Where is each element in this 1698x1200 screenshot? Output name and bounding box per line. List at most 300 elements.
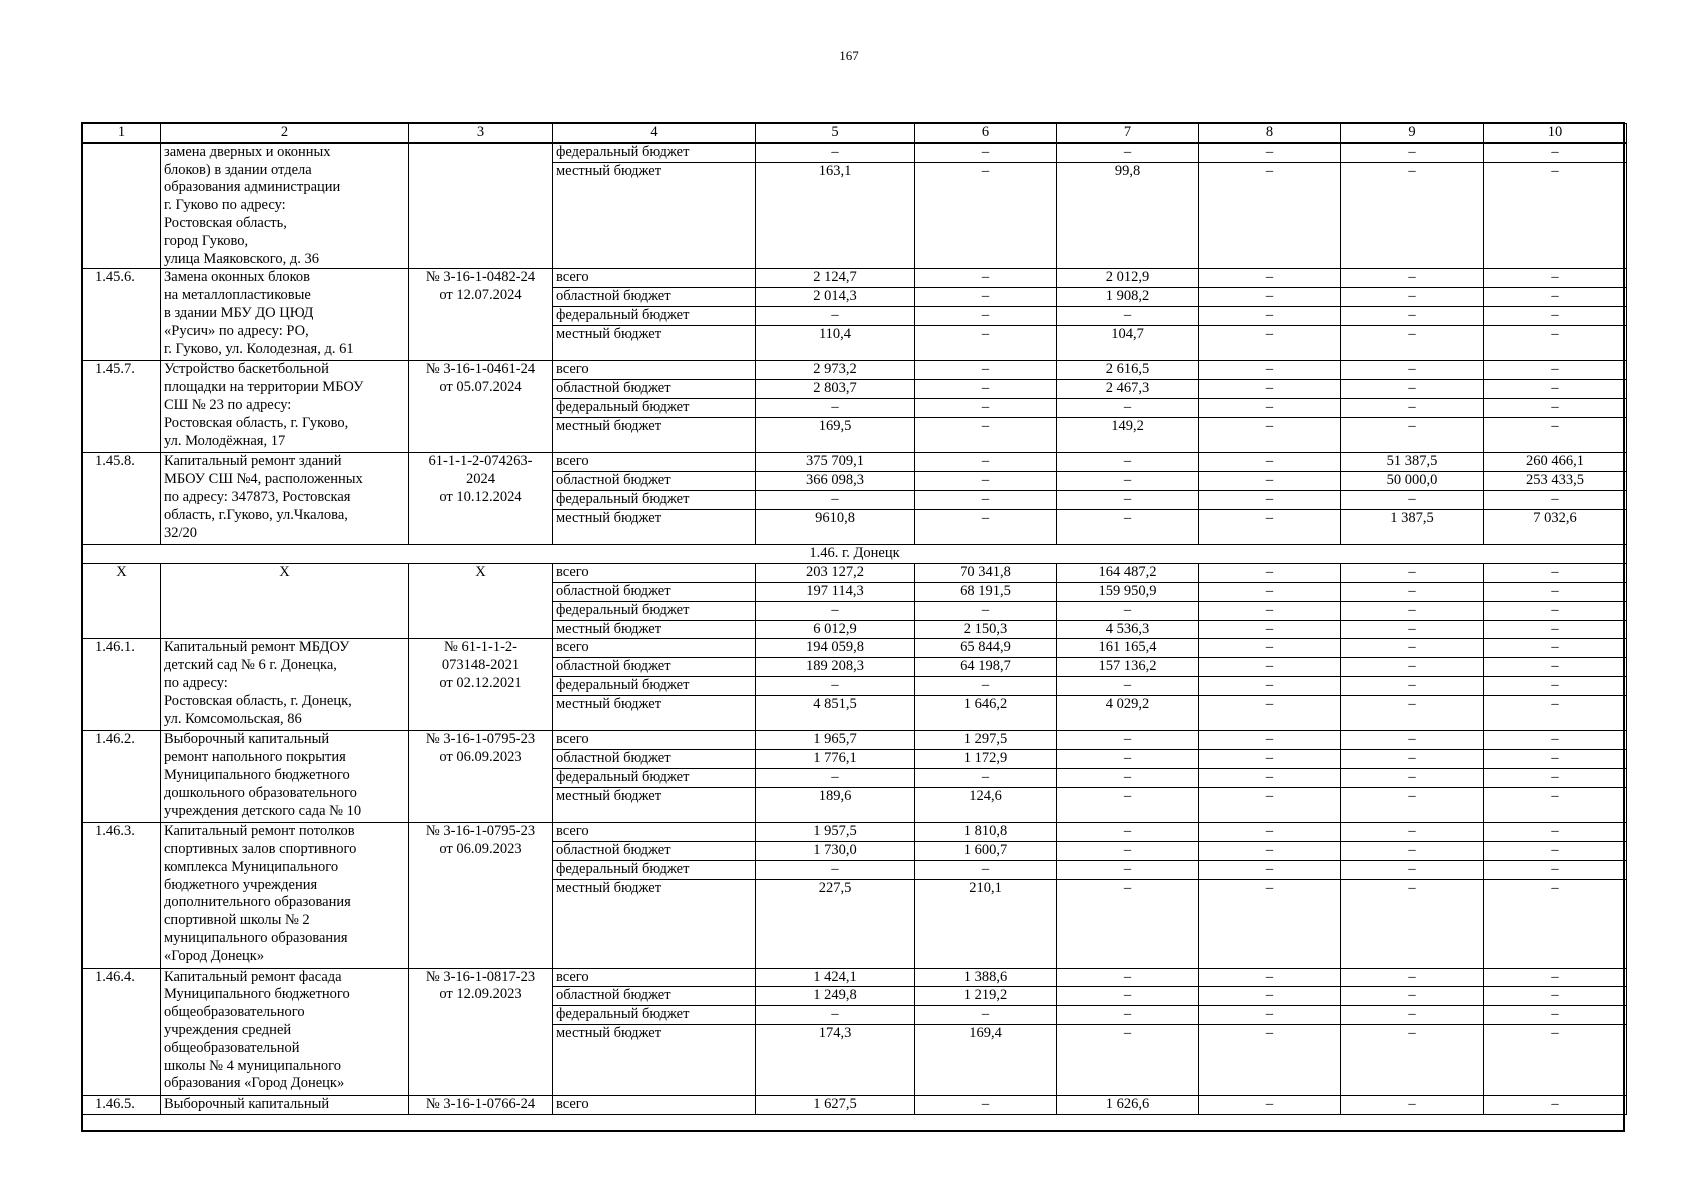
entry-number: 1.46.2. bbox=[83, 731, 161, 823]
amount-cell: – bbox=[915, 325, 1057, 361]
entry-name: Капитальный ремонт потолков спортивных залов спортивного комплекса Муниципального бюджетного учреждения дополнительного образования спортивной школы № 2 муниципального образования «Город Донецк» bbox=[161, 823, 409, 968]
amount-cell: 1 600,7 bbox=[915, 842, 1057, 861]
entry-document: № 3-16-1-0795-23 от 06.09.2023 bbox=[409, 823, 553, 968]
amount-cell: – bbox=[1484, 306, 1627, 325]
amount-cell: – bbox=[1484, 490, 1627, 509]
amount-cell: – bbox=[1199, 676, 1341, 695]
amount-cell: – bbox=[1341, 306, 1484, 325]
amount-cell: – bbox=[1057, 490, 1199, 509]
amount-cell: – bbox=[1199, 1096, 1341, 1115]
amount-cell: – bbox=[1199, 879, 1341, 968]
budget-type: местный бюджет bbox=[553, 879, 756, 968]
budget-type: местный бюджет bbox=[553, 620, 756, 639]
amount-cell: 1 646,2 bbox=[915, 695, 1057, 731]
amount-cell: – bbox=[1199, 453, 1341, 472]
entry-document: № 3-16-1-0482-24 от 12.07.2024 bbox=[409, 269, 553, 361]
amount-cell: – bbox=[1484, 750, 1627, 769]
entry-number bbox=[83, 143, 161, 269]
amount-cell: – bbox=[1484, 361, 1627, 380]
amount-cell: – bbox=[1484, 842, 1627, 861]
entry-name: Устройство баскетбольной площадки на территории МБОУ СШ № 23 по адресу: Ростовская область, г. Гуково, ул. Молодёжная, 17 bbox=[161, 361, 409, 453]
budget-type: всего bbox=[553, 968, 756, 987]
amount-cell: – bbox=[1199, 162, 1341, 269]
column-number-header-row bbox=[83, 124, 1627, 143]
entry-number: 1.46.4. bbox=[83, 968, 161, 1096]
table-row bbox=[83, 143, 1627, 162]
amount-cell: – bbox=[1057, 860, 1199, 879]
amount-cell: 70 341,8 bbox=[915, 564, 1057, 583]
amount-cell: – bbox=[1484, 1006, 1627, 1025]
amount-cell: – bbox=[1341, 750, 1484, 769]
amount-cell: 227,5 bbox=[756, 879, 915, 968]
amount-cell: – bbox=[756, 398, 915, 417]
amount-cell: 159 950,9 bbox=[1057, 582, 1199, 601]
amount-cell: – bbox=[1341, 731, 1484, 750]
amount-cell: – bbox=[915, 768, 1057, 787]
amount-cell: – bbox=[1484, 658, 1627, 677]
amount-cell: 6 012,9 bbox=[756, 620, 915, 639]
entry-document: № 61-1-1-2- 073148-2021 от 02.12.2021 bbox=[409, 639, 553, 731]
amount-cell: – bbox=[915, 1096, 1057, 1115]
amount-cell: – bbox=[1484, 768, 1627, 787]
budget-type: местный бюджет bbox=[553, 787, 756, 823]
amount-cell: – bbox=[1341, 288, 1484, 307]
amount-cell: – bbox=[1341, 582, 1484, 601]
amount-cell: 1 810,8 bbox=[915, 823, 1057, 842]
budget-type: федеральный бюджет bbox=[553, 1006, 756, 1025]
amount-cell: – bbox=[1199, 288, 1341, 307]
amount-cell: 124,6 bbox=[915, 787, 1057, 823]
amount-cell: – bbox=[915, 306, 1057, 325]
budget-type: федеральный бюджет bbox=[553, 768, 756, 787]
amount-cell: – bbox=[1199, 750, 1341, 769]
amount-cell: – bbox=[1341, 325, 1484, 361]
amount-cell: – bbox=[1199, 509, 1341, 545]
column-header: 7 bbox=[1057, 124, 1199, 143]
budget-table bbox=[82, 123, 1627, 1115]
amount-cell: – bbox=[1341, 787, 1484, 823]
amount-cell: 1 388,6 bbox=[915, 968, 1057, 987]
table-row bbox=[83, 639, 1627, 658]
amount-cell: 1 297,5 bbox=[915, 731, 1057, 750]
amount-cell: – bbox=[1057, 768, 1199, 787]
budget-type: всего bbox=[553, 639, 756, 658]
entry-document: X bbox=[409, 564, 553, 639]
amount-cell: – bbox=[915, 676, 1057, 695]
table-row bbox=[83, 361, 1627, 380]
amount-cell: 253 433,5 bbox=[1484, 472, 1627, 491]
amount-cell: – bbox=[1341, 1096, 1484, 1115]
amount-cell: – bbox=[1199, 1025, 1341, 1096]
amount-cell: – bbox=[915, 143, 1057, 162]
amount-cell: – bbox=[1341, 564, 1484, 583]
amount-cell: – bbox=[1199, 620, 1341, 639]
budget-type: федеральный бюджет bbox=[553, 306, 756, 325]
table-row bbox=[83, 453, 1627, 472]
amount-cell: – bbox=[1484, 398, 1627, 417]
amount-cell: – bbox=[1484, 143, 1627, 162]
amount-cell: – bbox=[1057, 472, 1199, 491]
amount-cell: – bbox=[1057, 601, 1199, 620]
budget-type: федеральный бюджет bbox=[553, 860, 756, 879]
amount-cell: – bbox=[756, 490, 915, 509]
amount-cell: – bbox=[1341, 768, 1484, 787]
amount-cell: – bbox=[1057, 453, 1199, 472]
amount-cell: 366 098,3 bbox=[756, 472, 915, 491]
budget-type: областной бюджет bbox=[553, 842, 756, 861]
budget-type: областной бюджет bbox=[553, 472, 756, 491]
amount-cell: 189 208,3 bbox=[756, 658, 915, 677]
budget-type: федеральный бюджет bbox=[553, 676, 756, 695]
amount-cell: 1 626,6 bbox=[1057, 1096, 1199, 1115]
amount-cell: – bbox=[1057, 676, 1199, 695]
budget-type: местный бюджет bbox=[553, 695, 756, 731]
amount-cell: – bbox=[756, 306, 915, 325]
amount-cell: – bbox=[1341, 639, 1484, 658]
table-row bbox=[83, 564, 1627, 583]
amount-cell: – bbox=[1484, 582, 1627, 601]
entry-document: № 3-16-1-0795-23 от 06.09.2023 bbox=[409, 731, 553, 823]
amount-cell: – bbox=[1199, 564, 1341, 583]
amount-cell: – bbox=[1341, 601, 1484, 620]
amount-cell: – bbox=[1484, 325, 1627, 361]
entry-name: Капитальный ремонт МБДОУ детский сад № 6 г. Донецка, по адресу: Ростовская область, г. Донецк, ул. Комсомольская, 86 bbox=[161, 639, 409, 731]
amount-cell: – bbox=[915, 472, 1057, 491]
amount-cell: – bbox=[915, 380, 1057, 399]
column-header: 1 bbox=[83, 124, 161, 143]
amount-cell: – bbox=[1199, 731, 1341, 750]
amount-cell: – bbox=[1484, 639, 1627, 658]
entry-name: Капитальный ремонт фасада Муниципального бюджетного общеобразовательного учреждения средней общеобразовательной школы № 4 муниципального образования «Город Донецк» bbox=[161, 968, 409, 1096]
amount-cell: – bbox=[1341, 658, 1484, 677]
amount-cell: – bbox=[756, 676, 915, 695]
amount-cell: – bbox=[1057, 1025, 1199, 1096]
amount-cell: – bbox=[1057, 731, 1199, 750]
amount-cell: – bbox=[915, 490, 1057, 509]
budget-type: всего bbox=[553, 269, 756, 288]
column-header: 10 bbox=[1484, 124, 1627, 143]
budget-type: местный бюджет bbox=[553, 1025, 756, 1096]
entry-document: № 3-16-1-0461-24 от 05.07.2024 bbox=[409, 361, 553, 453]
amount-cell: 210,1 bbox=[915, 879, 1057, 968]
amount-cell: – bbox=[1341, 823, 1484, 842]
amount-cell: – bbox=[1199, 860, 1341, 879]
page-number: 167 bbox=[839, 48, 859, 63]
amount-cell: 2 012,9 bbox=[1057, 269, 1199, 288]
amount-cell: 161 165,4 bbox=[1057, 639, 1199, 658]
amount-cell: – bbox=[1199, 1006, 1341, 1025]
amount-cell: – bbox=[915, 860, 1057, 879]
budget-type: областной бюджет bbox=[553, 750, 756, 769]
entry-number: 1.46.1. bbox=[83, 639, 161, 731]
column-header: 9 bbox=[1341, 124, 1484, 143]
amount-cell: – bbox=[915, 398, 1057, 417]
amount-cell: – bbox=[1341, 879, 1484, 968]
amount-cell: – bbox=[756, 860, 915, 879]
amount-cell: 51 387,5 bbox=[1341, 453, 1484, 472]
amount-cell: – bbox=[1199, 306, 1341, 325]
amount-cell: – bbox=[1199, 143, 1341, 162]
budget-type: местный бюджет bbox=[553, 162, 756, 269]
amount-cell: 197 114,3 bbox=[756, 582, 915, 601]
amount-cell: 375 709,1 bbox=[756, 453, 915, 472]
column-header: 3 bbox=[409, 124, 553, 143]
budget-type: всего bbox=[553, 564, 756, 583]
amount-cell: – bbox=[1057, 823, 1199, 842]
amount-cell: 2 803,7 bbox=[756, 380, 915, 399]
amount-cell: – bbox=[915, 453, 1057, 472]
amount-cell: – bbox=[1199, 361, 1341, 380]
entry-number: 1.46.3. bbox=[83, 823, 161, 968]
amount-cell: – bbox=[1341, 1006, 1484, 1025]
amount-cell: – bbox=[1341, 361, 1484, 380]
amount-cell: – bbox=[1484, 987, 1627, 1006]
amount-cell: 2 616,5 bbox=[1057, 361, 1199, 380]
amount-cell: 50 000,0 bbox=[1341, 472, 1484, 491]
amount-cell: – bbox=[1199, 695, 1341, 731]
amount-cell: – bbox=[1057, 509, 1199, 545]
amount-cell: – bbox=[1057, 1006, 1199, 1025]
budget-type: областной бюджет bbox=[553, 658, 756, 677]
amount-cell: 7 032,6 bbox=[1484, 509, 1627, 545]
table-row bbox=[83, 731, 1627, 750]
amount-cell: – bbox=[1057, 842, 1199, 861]
amount-cell: – bbox=[756, 601, 915, 620]
table-row bbox=[83, 968, 1627, 987]
amount-cell: – bbox=[1199, 658, 1341, 677]
amount-cell: 169,4 bbox=[915, 1025, 1057, 1096]
budget-type: федеральный бюджет bbox=[553, 398, 756, 417]
amount-cell: 149,2 bbox=[1057, 417, 1199, 453]
amount-cell: – bbox=[1199, 987, 1341, 1006]
amount-cell: – bbox=[1341, 676, 1484, 695]
budget-type: местный бюджет bbox=[553, 325, 756, 361]
amount-cell: – bbox=[1199, 787, 1341, 823]
amount-cell: – bbox=[1484, 676, 1627, 695]
amount-cell: 1 219,2 bbox=[915, 987, 1057, 1006]
amount-cell: – bbox=[1057, 968, 1199, 987]
entry-document: № 3-16-1-0817-23 от 12.09.2023 bbox=[409, 968, 553, 1096]
entry-name: Капитальный ремонт зданий МБОУ СШ №4, расположенных по адресу: 347873, Ростовская область, г.Гуково, ул.Чкалова, 32/20 bbox=[161, 453, 409, 545]
amount-cell: – bbox=[1199, 823, 1341, 842]
amount-cell: – bbox=[1484, 601, 1627, 620]
amount-cell: – bbox=[1341, 490, 1484, 509]
entry-number: 1.46.5. bbox=[83, 1096, 161, 1115]
amount-cell: – bbox=[1341, 860, 1484, 879]
amount-cell: – bbox=[1199, 417, 1341, 453]
budget-type: федеральный бюджет bbox=[553, 143, 756, 162]
amount-cell: 64 198,7 bbox=[915, 658, 1057, 677]
amount-cell: – bbox=[1199, 380, 1341, 399]
budget-type: местный бюджет bbox=[553, 509, 756, 545]
amount-cell: – bbox=[915, 361, 1057, 380]
amount-cell: 163,1 bbox=[756, 162, 915, 269]
amount-cell: – bbox=[1341, 162, 1484, 269]
amount-cell: – bbox=[756, 1006, 915, 1025]
amount-cell: – bbox=[1484, 380, 1627, 399]
amount-cell: 2 124,7 bbox=[756, 269, 915, 288]
amount-cell: – bbox=[1057, 787, 1199, 823]
amount-cell: – bbox=[915, 601, 1057, 620]
section-title: 1.46. г. Донецк bbox=[83, 545, 1627, 564]
amount-cell: 1 957,5 bbox=[756, 823, 915, 842]
amount-cell: – bbox=[1341, 417, 1484, 453]
entry-name: Выборочный капитальный bbox=[161, 1096, 409, 1115]
amount-cell: – bbox=[1341, 380, 1484, 399]
amount-cell: – bbox=[1484, 787, 1627, 823]
amount-cell: 110,4 bbox=[756, 325, 915, 361]
amount-cell: – bbox=[756, 143, 915, 162]
column-header: 2 bbox=[161, 124, 409, 143]
amount-cell: – bbox=[915, 509, 1057, 545]
entry-document: 61-1-1-2-074263- 2024 от 10.12.2024 bbox=[409, 453, 553, 545]
amount-cell: 1 908,2 bbox=[1057, 288, 1199, 307]
column-header: 6 bbox=[915, 124, 1057, 143]
amount-cell: 99,8 bbox=[1057, 162, 1199, 269]
amount-cell: – bbox=[1484, 162, 1627, 269]
amount-cell: 157 136,2 bbox=[1057, 658, 1199, 677]
amount-cell: – bbox=[1484, 1096, 1627, 1115]
budget-type: всего bbox=[553, 823, 756, 842]
amount-cell: 4 851,5 bbox=[756, 695, 915, 731]
amount-cell: – bbox=[1484, 288, 1627, 307]
table-row bbox=[83, 823, 1627, 842]
amount-cell: 1 424,1 bbox=[756, 968, 915, 987]
section-header-row bbox=[83, 545, 1627, 564]
amount-cell: 4 536,3 bbox=[1057, 620, 1199, 639]
entry-number: 1.45.7. bbox=[83, 361, 161, 453]
amount-cell: – bbox=[1484, 860, 1627, 879]
amount-cell: 174,3 bbox=[756, 1025, 915, 1096]
amount-cell: 2 014,3 bbox=[756, 288, 915, 307]
amount-cell: – bbox=[1199, 269, 1341, 288]
budget-type: областной бюджет bbox=[553, 987, 756, 1006]
amount-cell: 1 627,5 bbox=[756, 1096, 915, 1115]
amount-cell: – bbox=[1199, 582, 1341, 601]
budget-type: всего bbox=[553, 453, 756, 472]
column-header: 4 bbox=[553, 124, 756, 143]
column-header: 5 bbox=[756, 124, 915, 143]
amount-cell: – bbox=[915, 288, 1057, 307]
amount-cell: – bbox=[1057, 143, 1199, 162]
budget-type: всего bbox=[553, 731, 756, 750]
amount-cell: – bbox=[1484, 620, 1627, 639]
amount-cell: 1 249,8 bbox=[756, 987, 915, 1006]
amount-cell: – bbox=[1057, 398, 1199, 417]
entry-document bbox=[409, 143, 553, 269]
amount-cell: – bbox=[1341, 398, 1484, 417]
amount-cell: 2 150,3 bbox=[915, 620, 1057, 639]
entry-name: Выборочный капитальный ремонт напольного покрытия Муниципального бюджетного дошкольного образовательного учреждения детского сада № 10 bbox=[161, 731, 409, 823]
entry-number: X bbox=[83, 564, 161, 639]
budget-type: областной бюджет bbox=[553, 288, 756, 307]
table-row bbox=[83, 1096, 1627, 1115]
entry-number: 1.45.6. bbox=[83, 269, 161, 361]
amount-cell: – bbox=[1199, 398, 1341, 417]
budget-type: всего bbox=[553, 361, 756, 380]
amount-cell: 2 467,3 bbox=[1057, 380, 1199, 399]
amount-cell: – bbox=[1484, 269, 1627, 288]
amount-cell: – bbox=[1484, 968, 1627, 987]
amount-cell: – bbox=[1199, 768, 1341, 787]
amount-cell: 1 172,9 bbox=[915, 750, 1057, 769]
amount-cell: – bbox=[1199, 325, 1341, 361]
amount-cell: 203 127,2 bbox=[756, 564, 915, 583]
amount-cell: – bbox=[1057, 306, 1199, 325]
amount-cell: 194 059,8 bbox=[756, 639, 915, 658]
amount-cell: – bbox=[915, 162, 1057, 269]
amount-cell: – bbox=[1484, 879, 1627, 968]
amount-cell: – bbox=[915, 269, 1057, 288]
amount-cell: – bbox=[1199, 601, 1341, 620]
amount-cell: – bbox=[1484, 417, 1627, 453]
entry-name: Замена оконных блоков на металлопластиковые в здании МБУ ДО ЦЮД «Русич» по адресу: РО, г. Гуково, ул. Колодезная, д. 61 bbox=[161, 269, 409, 361]
amount-cell: – bbox=[915, 417, 1057, 453]
amount-cell: – bbox=[1341, 620, 1484, 639]
entry-name: X bbox=[161, 564, 409, 639]
entry-name: замена дверных и оконных блоков) в здании отдела образования администрации г. Гуково по адресу: Ростовская область, город Гуково, улица Маяковского, д. 36 bbox=[161, 143, 409, 269]
budget-type: областной бюджет bbox=[553, 380, 756, 399]
amount-cell: – bbox=[1341, 143, 1484, 162]
amount-cell: 260 466,1 bbox=[1484, 453, 1627, 472]
amount-cell: – bbox=[1484, 731, 1627, 750]
column-header: 8 bbox=[1199, 124, 1341, 143]
amount-cell: – bbox=[1341, 968, 1484, 987]
amount-cell: – bbox=[1341, 1025, 1484, 1096]
amount-cell: – bbox=[1341, 987, 1484, 1006]
amount-cell: – bbox=[1199, 472, 1341, 491]
amount-cell: – bbox=[1057, 750, 1199, 769]
amount-cell: 189,6 bbox=[756, 787, 915, 823]
amount-cell: 4 029,2 bbox=[1057, 695, 1199, 731]
amount-cell: – bbox=[756, 768, 915, 787]
amount-cell: 65 844,9 bbox=[915, 639, 1057, 658]
amount-cell: 104,7 bbox=[1057, 325, 1199, 361]
amount-cell: 1 730,0 bbox=[756, 842, 915, 861]
budget-type: областной бюджет bbox=[553, 582, 756, 601]
amount-cell: 9610,8 bbox=[756, 509, 915, 545]
amount-cell: – bbox=[1341, 842, 1484, 861]
amount-cell: 1 965,7 bbox=[756, 731, 915, 750]
amount-cell: – bbox=[1199, 968, 1341, 987]
amount-cell: – bbox=[1199, 842, 1341, 861]
amount-cell: – bbox=[1484, 823, 1627, 842]
budget-type: всего bbox=[553, 1096, 756, 1115]
amount-cell: 1 776,1 bbox=[756, 750, 915, 769]
amount-cell: – bbox=[915, 1006, 1057, 1025]
amount-cell: – bbox=[1057, 879, 1199, 968]
amount-cell: 164 487,2 bbox=[1057, 564, 1199, 583]
amount-cell: – bbox=[1199, 639, 1341, 658]
table-row bbox=[83, 269, 1627, 288]
amount-cell: 1 387,5 bbox=[1341, 509, 1484, 545]
budget-type: местный бюджет bbox=[553, 417, 756, 453]
amount-cell: – bbox=[1341, 695, 1484, 731]
budget-type: федеральный бюджет bbox=[553, 490, 756, 509]
amount-cell: – bbox=[1057, 987, 1199, 1006]
budget-type: федеральный бюджет bbox=[553, 601, 756, 620]
amount-cell: – bbox=[1341, 269, 1484, 288]
amount-cell: – bbox=[1484, 1025, 1627, 1096]
entry-document: № 3-16-1-0766-24 bbox=[409, 1096, 553, 1115]
amount-cell: – bbox=[1484, 695, 1627, 731]
entry-number: 1.45.8. bbox=[83, 453, 161, 545]
amount-cell: – bbox=[1484, 564, 1627, 583]
amount-cell: 68 191,5 bbox=[915, 582, 1057, 601]
amount-cell: 169,5 bbox=[756, 417, 915, 453]
amount-cell: 2 973,2 bbox=[756, 361, 915, 380]
amount-cell: – bbox=[1199, 490, 1341, 509]
